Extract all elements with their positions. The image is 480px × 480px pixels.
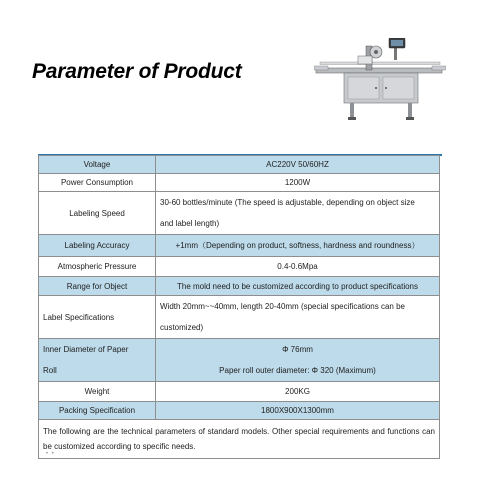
param-name-line: Inner Diameter of Paper: [43, 345, 129, 354]
footer-mark: • •: [46, 451, 55, 457]
param-name: Power Consumption: [39, 174, 156, 192]
param-value: +1mm（Depending on product, softness, hardness and roundness）: [156, 235, 440, 257]
param-name: Labeling Accuracy: [39, 235, 156, 257]
table-row: [39, 339, 440, 382]
param-name: Range for Object: [39, 277, 156, 296]
param-value: 200KG: [156, 382, 440, 402]
param-name: Weight: [39, 382, 156, 402]
param-value: 1800X900X1300mm: [156, 402, 440, 420]
param-value-line: and label length): [160, 219, 220, 228]
param-name: Packing Specification: [39, 402, 156, 420]
table-row: [39, 257, 440, 277]
page-title: Parameter of Product: [32, 60, 242, 83]
table-row: [39, 174, 440, 192]
param-value-line: Width 20mm~~40mm, length 20-40mm (special specifications can be: [160, 302, 405, 311]
param-name: Labeling Speed: [39, 192, 156, 235]
param-value: The mold need to be customized according to product specifications: [156, 277, 440, 296]
parameter-table: [38, 155, 440, 459]
param-value: [156, 192, 440, 235]
table-row: [39, 192, 440, 235]
table-row: [39, 382, 440, 402]
table-row: [39, 235, 440, 257]
param-name: [39, 339, 156, 382]
param-name: Label Specifications: [39, 296, 156, 339]
table-row: [39, 277, 440, 296]
param-value: 0.4-0.6Mpa: [156, 257, 440, 277]
param-value-line: Paper roll outer diameter: Φ 320 (Maximum): [219, 366, 376, 375]
param-name: Voltage: [39, 156, 156, 174]
param-value-line: customized): [160, 323, 204, 332]
table-row: [39, 402, 440, 420]
param-value: 1200W: [156, 174, 440, 192]
param-name: Atmospheric Pressure: [39, 257, 156, 277]
param-value: [156, 339, 440, 382]
param-value: [156, 296, 440, 339]
param-value-line: 30-60 bottles/minute (The speed is adjustable, depending on object size: [160, 198, 415, 207]
labeling-machine-image: [314, 38, 446, 122]
note-text: The following are the technical parameters of standard models. Other special requirements and functions can be customized according to specific needs.: [39, 420, 440, 459]
table-row: [39, 156, 440, 174]
note-row: [39, 420, 440, 459]
param-value-line: Φ 76mm: [282, 345, 313, 354]
param-value: AC220V 50/60HZ: [156, 156, 440, 174]
param-name-line: Roll: [43, 366, 57, 375]
table-row: [39, 296, 440, 339]
